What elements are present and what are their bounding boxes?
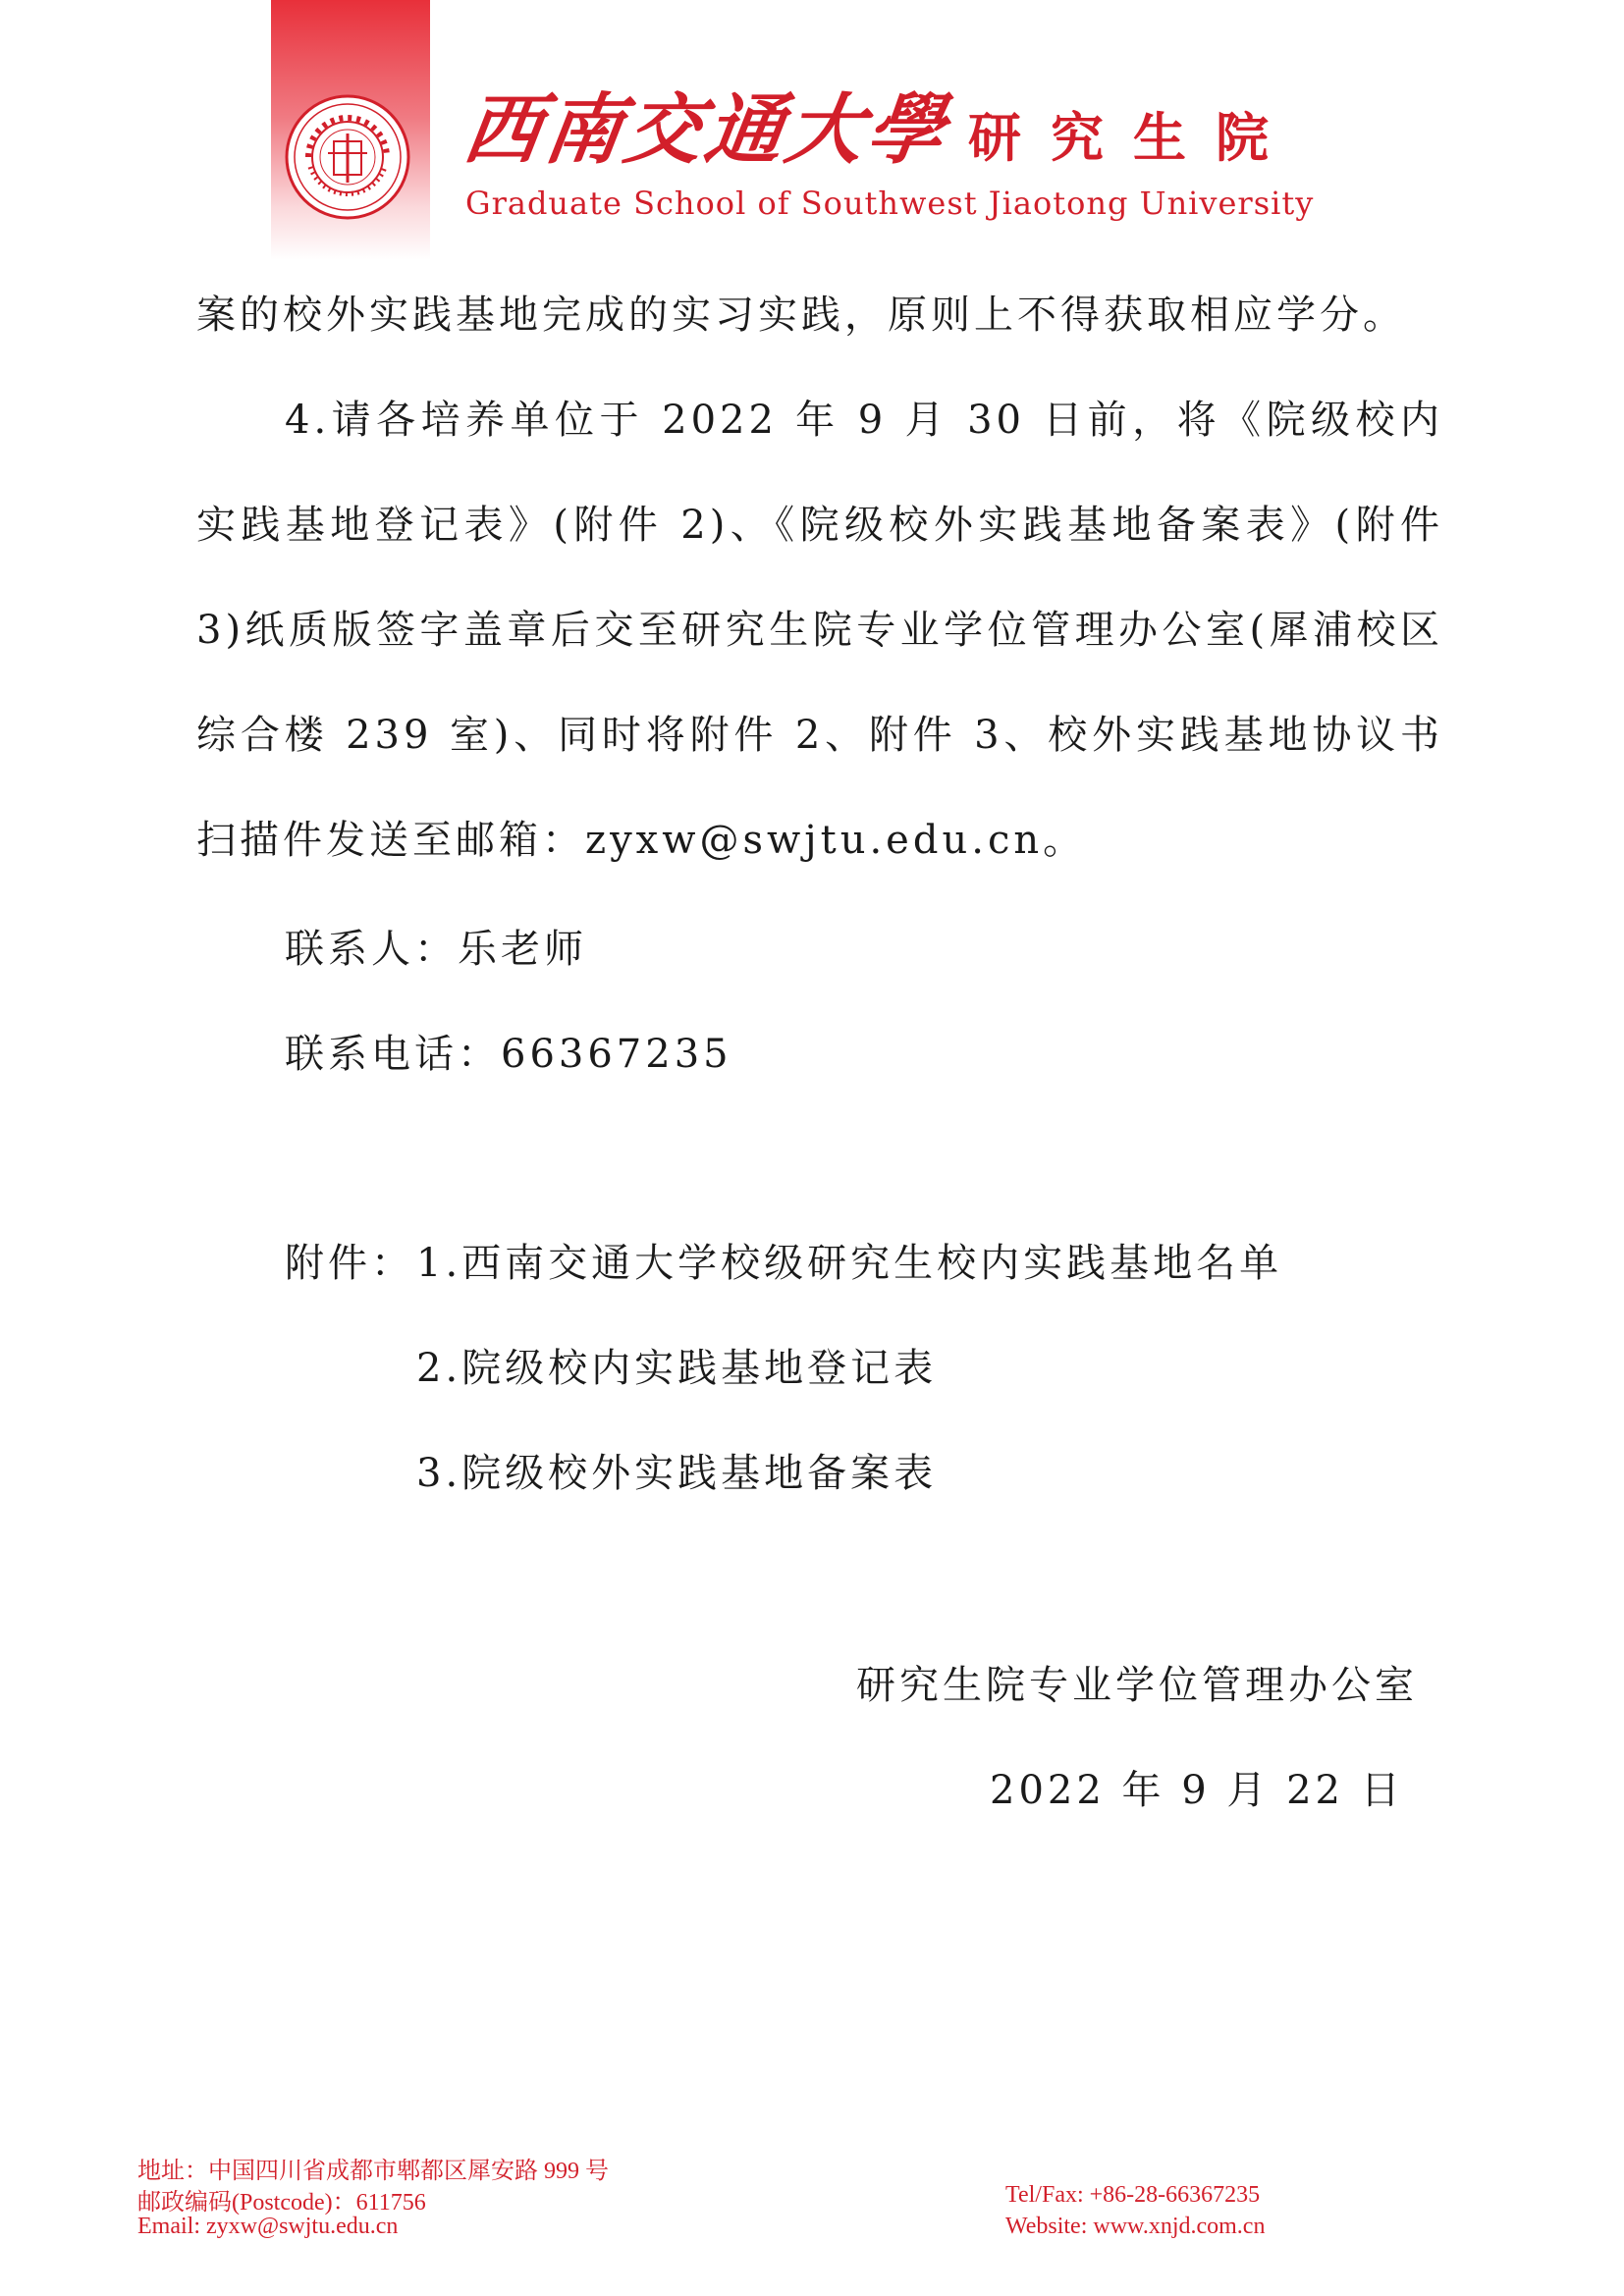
university-seal-icon xyxy=(285,94,410,220)
footer-website: Website: www.xnjd.com.cn xyxy=(1005,2214,1266,2239)
paragraph-tail: 案的校外实践基地完成的实习实践，原则上不得获取相应学分。 xyxy=(196,293,1406,338)
department-name: 研究生院 xyxy=(968,107,1299,169)
school-name-en: Graduate School of Southwest Jiaotong University xyxy=(465,185,1315,222)
contact-person: 联系人：乐老师 xyxy=(285,927,587,972)
attachments-label: 附件： xyxy=(285,1241,414,1286)
university-calligraphy: 西南交通大學 xyxy=(458,85,954,175)
attachment-item: 3.院级校外实践基地备案表 xyxy=(416,1451,938,1496)
issue-date: 2022 年 9 月 22 日 xyxy=(990,1768,1404,1813)
school-name-cn xyxy=(458,69,1349,177)
contact-phone: 联系电话：66367235 xyxy=(285,1032,732,1077)
issuing-office: 研究生院专业学位管理办公室 xyxy=(856,1663,1418,1708)
footer-telfax: Tel/Fax: +86-28-66367235 xyxy=(1005,2182,1261,2208)
footer-address: 地址：中国四川省成都市郫都区犀安路 999 号 xyxy=(137,2159,609,2184)
attachment-item: 1.西南交通大学校级研究生校内实践基地名单 xyxy=(416,1241,1283,1286)
footer-postcode: 邮政编码(Postcode)：611756 xyxy=(137,2190,426,2216)
attachment-item: 2.院级校内实践基地登记表 xyxy=(416,1346,938,1391)
paragraph-4: 4.请各培养单位于 2022 年 9 月 30 日前，将《院级校内实践基地登记表》(附件 2)、《院级校外实践基地备案表》(附件 3)纸质版签字盖章后交至研究生院专业学位管理办公室(犀浦校区综合楼 239 室)、同时将附件 2、附件 3、校外实践基地协议书扫描件发送至邮箱：zyxw@swjtu.edu.cn。 xyxy=(196,398,1443,863)
footer-email: Email: zyxw@swjtu.edu.cn xyxy=(137,2214,399,2239)
